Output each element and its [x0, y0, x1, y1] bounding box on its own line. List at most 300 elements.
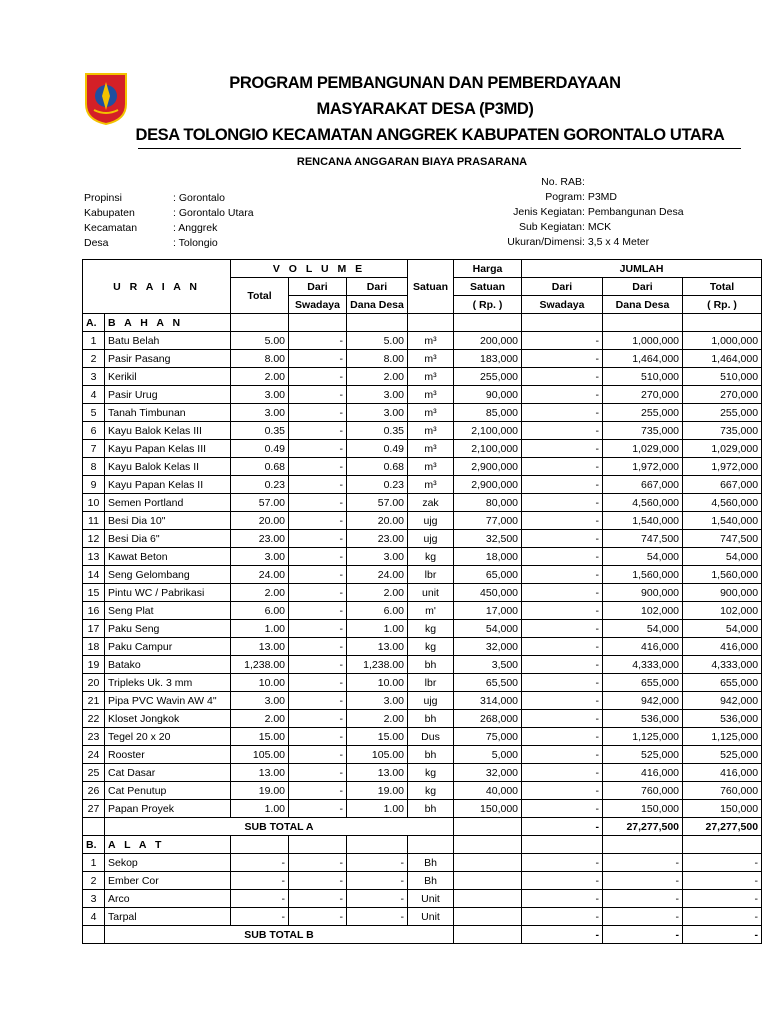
item-no: 13: [83, 548, 105, 566]
item-no: 14: [83, 566, 105, 584]
volume-swadaya: -: [289, 350, 347, 368]
meta-value: : Gorontalo: [173, 192, 225, 204]
amount-total: 900,000: [683, 584, 762, 602]
volume-swadaya: -: [289, 602, 347, 620]
volume-total: 23.00: [231, 530, 289, 548]
item-name: Kawat Beton: [105, 548, 231, 566]
col-uraian: U R A I A N: [83, 260, 231, 314]
table-row: [83, 386, 762, 404]
amount-swadaya: -: [522, 800, 603, 818]
unit: ujg: [408, 512, 454, 530]
volume-dana-desa: 3.00: [347, 548, 408, 566]
unit-price: 85,000: [454, 404, 522, 422]
volume-swadaya: -: [289, 548, 347, 566]
section-b-body: [83, 836, 762, 926]
col-dana-2: Dana Desa: [347, 296, 408, 314]
subtotal-total: 27,277,500: [683, 818, 762, 836]
volume-total: 6.00: [231, 602, 289, 620]
volume-swadaya: -: [289, 746, 347, 764]
amount-swadaya: -: [522, 746, 603, 764]
col-j-total-2: ( Rp. ): [683, 296, 762, 314]
volume-total: 10.00: [231, 674, 289, 692]
item-name: Tripleks Uk. 3 mm: [105, 674, 231, 692]
volume-total: 8.00: [231, 350, 289, 368]
unit: m³: [408, 476, 454, 494]
subtotal-dana-desa: 27,277,500: [603, 818, 683, 836]
amount-total: 4,333,000: [683, 656, 762, 674]
unit: Bh: [408, 872, 454, 890]
amount-dana-desa: 735,000: [603, 422, 683, 440]
amount-dana-desa: 150,000: [603, 800, 683, 818]
item-name: Tarpal: [105, 908, 231, 926]
unit: m³: [408, 458, 454, 476]
volume-dana-desa: 0.23: [347, 476, 408, 494]
unit-price: 2,900,000: [454, 458, 522, 476]
unit: m³: [408, 404, 454, 422]
unit-price: 450,000: [454, 584, 522, 602]
header-line-3: DESA TOLONGIO KECAMATAN ANGGREK KABUPATEN GORONTALO UTARA: [135, 126, 725, 144]
amount-total: 102,000: [683, 602, 762, 620]
item-no: 8: [83, 458, 105, 476]
volume-swadaya: -: [289, 728, 347, 746]
amount-swadaya: -: [522, 404, 603, 422]
unit-price: 80,000: [454, 494, 522, 512]
unit-price: 200,000: [454, 332, 522, 350]
volume-swadaya: -: [289, 512, 347, 530]
volume-swadaya: -: [289, 332, 347, 350]
table-row: [83, 548, 762, 566]
budget-table: [82, 259, 762, 944]
unit: unit: [408, 584, 454, 602]
item-name: Batu Belah: [105, 332, 231, 350]
item-no: 2: [83, 872, 105, 890]
section-title: B A H A N: [105, 314, 231, 332]
unit: kg: [408, 548, 454, 566]
volume-total: -: [231, 890, 289, 908]
amount-total: 667,000: [683, 476, 762, 494]
amount-swadaya: -: [522, 692, 603, 710]
item-name: Kloset Jongkok: [105, 710, 231, 728]
amount-swadaya: -: [522, 530, 603, 548]
amount-total: 416,000: [683, 638, 762, 656]
table-row: [83, 692, 762, 710]
col-j-total-1: Total: [683, 278, 762, 296]
amount-swadaya: -: [522, 566, 603, 584]
item-name: Kerikil: [105, 368, 231, 386]
volume-swadaya: -: [289, 368, 347, 386]
item-no: 1: [83, 854, 105, 872]
volume-swadaya: -: [289, 422, 347, 440]
volume-dana-desa: 24.00: [347, 566, 408, 584]
unit-price: 314,000: [454, 692, 522, 710]
amount-swadaya: -: [522, 728, 603, 746]
amount-dana-desa: 1,029,000: [603, 440, 683, 458]
amount-dana-desa: 102,000: [603, 602, 683, 620]
volume-dana-desa: 57.00: [347, 494, 408, 512]
amount-dana-desa: 942,000: [603, 692, 683, 710]
amount-total: 1,540,000: [683, 512, 762, 530]
unit: m³: [408, 422, 454, 440]
amount-total: 655,000: [683, 674, 762, 692]
amount-dana-desa: 667,000: [603, 476, 683, 494]
meta-value: : MCK: [582, 221, 612, 233]
unit-price: 2,900,000: [454, 476, 522, 494]
unit: m³: [408, 386, 454, 404]
amount-dana-desa: 54,000: [603, 548, 683, 566]
unit: ujg: [408, 692, 454, 710]
unit: m³: [408, 440, 454, 458]
unit-price: [454, 854, 522, 872]
unit: lbr: [408, 674, 454, 692]
unit-price: 3,500: [454, 656, 522, 674]
amount-total: 942,000: [683, 692, 762, 710]
volume-swadaya: -: [289, 710, 347, 728]
unit: Unit: [408, 908, 454, 926]
col-harga-3: ( Rp. ): [454, 296, 522, 314]
volume-dana-desa: 2.00: [347, 368, 408, 386]
table-row: [83, 620, 762, 638]
amount-dana-desa: 4,560,000: [603, 494, 683, 512]
unit-price: 65,000: [454, 566, 522, 584]
volume-dana-desa: 2.00: [347, 710, 408, 728]
col-swadaya-2: Swadaya: [289, 296, 347, 314]
volume-dana-desa: 3.00: [347, 404, 408, 422]
volume-dana-desa: 23.00: [347, 530, 408, 548]
col-j-dana-2: Dana Desa: [603, 296, 683, 314]
unit-price: 77,000: [454, 512, 522, 530]
unit: bh: [408, 800, 454, 818]
amount-dana-desa: 760,000: [603, 782, 683, 800]
volume-total: -: [231, 872, 289, 890]
unit: bh: [408, 746, 454, 764]
amount-dana-desa: -: [603, 890, 683, 908]
volume-swadaya: -: [289, 404, 347, 422]
col-total: Total: [231, 278, 289, 314]
volume-swadaya: -: [289, 764, 347, 782]
unit-price: 32,000: [454, 764, 522, 782]
volume-dana-desa: 13.00: [347, 638, 408, 656]
amount-swadaya: -: [522, 890, 603, 908]
amount-swadaya: -: [522, 620, 603, 638]
amount-total: 4,560,000: [683, 494, 762, 512]
item-name: Besi Dia 10": [105, 512, 231, 530]
unit-price: 17,000: [454, 602, 522, 620]
unit-price: 5,000: [454, 746, 522, 764]
amount-total: 1,029,000: [683, 440, 762, 458]
subtotal-swadaya: -: [522, 926, 603, 944]
volume-total: 13.00: [231, 638, 289, 656]
section-a-body: [83, 314, 762, 818]
table-row: [83, 800, 762, 818]
unit: Bh: [408, 854, 454, 872]
table-row: [83, 440, 762, 458]
amount-swadaya: -: [522, 548, 603, 566]
volume-dana-desa: -: [347, 872, 408, 890]
amount-dana-desa: 510,000: [603, 368, 683, 386]
unit: m': [408, 602, 454, 620]
unit: bh: [408, 656, 454, 674]
document-subtitle: RENCANA ANGGARAN BIAYA PRASARANA: [296, 156, 528, 168]
amount-swadaya: -: [522, 674, 603, 692]
volume-total: 0.35: [231, 422, 289, 440]
volume-dana-desa: 1.00: [347, 800, 408, 818]
amount-swadaya: -: [522, 710, 603, 728]
table-row: [83, 710, 762, 728]
unit: m³: [408, 332, 454, 350]
amount-total: 747,500: [683, 530, 762, 548]
table-row: [83, 908, 762, 926]
item-no: 15: [83, 584, 105, 602]
volume-swadaya: -: [289, 908, 347, 926]
amount-total: 270,000: [683, 386, 762, 404]
volume-swadaya: -: [289, 692, 347, 710]
volume-dana-desa: 13.00: [347, 764, 408, 782]
item-no: 1: [83, 332, 105, 350]
volume-swadaya: -: [289, 656, 347, 674]
volume-swadaya: -: [289, 800, 347, 818]
unit-price: 32,500: [454, 530, 522, 548]
volume-total: 2.00: [231, 584, 289, 602]
item-name: Kayu Papan Kelas III: [105, 440, 231, 458]
unit-price: 268,000: [454, 710, 522, 728]
volume-dana-desa: 10.00: [347, 674, 408, 692]
unit-price: 90,000: [454, 386, 522, 404]
unit-price: 150,000: [454, 800, 522, 818]
table-row: [83, 368, 762, 386]
volume-total: 20.00: [231, 512, 289, 530]
amount-dana-desa: -: [603, 854, 683, 872]
item-name: Seng Gelombang: [105, 566, 231, 584]
amount-swadaya: -: [522, 386, 603, 404]
unit: m³: [408, 368, 454, 386]
amount-swadaya: -: [522, 782, 603, 800]
volume-swadaya: -: [289, 854, 347, 872]
volume-dana-desa: 2.00: [347, 584, 408, 602]
amount-total: -: [683, 908, 762, 926]
amount-swadaya: -: [522, 440, 603, 458]
item-no: 4: [83, 908, 105, 926]
item-name: Tegel 20 x 20: [105, 728, 231, 746]
item-no: 23: [83, 728, 105, 746]
amount-dana-desa: 1,125,000: [603, 728, 683, 746]
volume-total: 15.00: [231, 728, 289, 746]
volume-swadaya: -: [289, 458, 347, 476]
item-name: Cat Penutup: [105, 782, 231, 800]
item-no: 10: [83, 494, 105, 512]
item-name: Arco: [105, 890, 231, 908]
item-no: 5: [83, 404, 105, 422]
meta-key: Ukuran/Dimensi: [507, 236, 582, 248]
volume-dana-desa: 3.00: [347, 692, 408, 710]
volume-swadaya: -: [289, 386, 347, 404]
amount-total: 54,000: [683, 620, 762, 638]
header-line-1: PROGRAM PEMBANGUNAN DAN PEMBERDAYAAN: [229, 74, 621, 92]
volume-swadaya: -: [289, 494, 347, 512]
volume-dana-desa: -: [347, 908, 408, 926]
volume-dana-desa: 15.00: [347, 728, 408, 746]
unit: bh: [408, 710, 454, 728]
section-letter: A.: [83, 314, 105, 332]
unit-price: 2,100,000: [454, 440, 522, 458]
volume-dana-desa: 0.49: [347, 440, 408, 458]
amount-total: 525,000: [683, 746, 762, 764]
meta-key: No. RAB: [541, 176, 582, 188]
volume-total: -: [231, 908, 289, 926]
item-no: 3: [83, 368, 105, 386]
item-name: Batako: [105, 656, 231, 674]
volume-swadaya: -: [289, 530, 347, 548]
amount-dana-desa: 270,000: [603, 386, 683, 404]
meta-key: Kabupaten: [84, 207, 135, 219]
amount-total: 150,000: [683, 800, 762, 818]
meta-value: : Gorontalo Utara: [173, 207, 254, 219]
amount-dana-desa: 525,000: [603, 746, 683, 764]
volume-total: -: [231, 854, 289, 872]
col-satuan: Satuan: [408, 260, 454, 314]
table-row: [83, 674, 762, 692]
table-row: [83, 512, 762, 530]
item-no: 3: [83, 890, 105, 908]
volume-swadaya: -: [289, 620, 347, 638]
amount-total: 54,000: [683, 548, 762, 566]
amount-total: 1,000,000: [683, 332, 762, 350]
volume-total: 57.00: [231, 494, 289, 512]
unit-price: [454, 890, 522, 908]
item-name: Besi Dia 6": [105, 530, 231, 548]
volume-dana-desa: -: [347, 890, 408, 908]
volume-total: 5.00: [231, 332, 289, 350]
col-j-dana-1: Dari: [603, 278, 683, 296]
meta-value: : Tolongio: [173, 237, 218, 249]
item-no: 6: [83, 422, 105, 440]
item-name: Semen Portland: [105, 494, 231, 512]
table-row: [83, 458, 762, 476]
amount-dana-desa: 536,000: [603, 710, 683, 728]
volume-total: 3.00: [231, 548, 289, 566]
unit-price: [454, 872, 522, 890]
volume-dana-desa: 6.00: [347, 602, 408, 620]
item-no: 22: [83, 710, 105, 728]
amount-swadaya: -: [522, 584, 603, 602]
unit: Unit: [408, 890, 454, 908]
item-no: 25: [83, 764, 105, 782]
item-name: Ember Cor: [105, 872, 231, 890]
item-no: 18: [83, 638, 105, 656]
volume-total: 105.00: [231, 746, 289, 764]
amount-swadaya: -: [522, 854, 603, 872]
item-name: Sekop: [105, 854, 231, 872]
amount-swadaya: -: [522, 494, 603, 512]
item-name: Rooster: [105, 746, 231, 764]
item-no: 4: [83, 386, 105, 404]
volume-swadaya: -: [289, 872, 347, 890]
table-row: [83, 854, 762, 872]
item-no: 12: [83, 530, 105, 548]
volume-swadaya: -: [289, 782, 347, 800]
meta-value: :: [582, 176, 585, 188]
amount-swadaya: -: [522, 368, 603, 386]
section-a-header: [83, 314, 762, 332]
unit: kg: [408, 620, 454, 638]
volume-total: 3.00: [231, 404, 289, 422]
amount-total: 1,464,000: [683, 350, 762, 368]
amount-dana-desa: 416,000: [603, 638, 683, 656]
col-jumlah: JUMLAH: [522, 260, 762, 278]
amount-dana-desa: 1,540,000: [603, 512, 683, 530]
item-no: 17: [83, 620, 105, 638]
item-name: Seng Plat: [105, 602, 231, 620]
header-line-2: MASYARAKAT DESA (P3MD): [316, 100, 534, 118]
table-row: [83, 476, 762, 494]
amount-total: 1,972,000: [683, 458, 762, 476]
volume-total: 0.49: [231, 440, 289, 458]
volume-total: 1.00: [231, 800, 289, 818]
amount-dana-desa: 416,000: [603, 764, 683, 782]
volume-dana-desa: 1.00: [347, 620, 408, 638]
volume-dana-desa: 0.68: [347, 458, 408, 476]
meta-value: : Pembangunan Desa: [582, 206, 684, 218]
section-b-header: [83, 836, 762, 854]
table-row: [83, 872, 762, 890]
table-row: [83, 638, 762, 656]
item-no: 19: [83, 656, 105, 674]
meta-key: Desa: [84, 237, 109, 249]
amount-dana-desa: -: [603, 908, 683, 926]
location-info: [84, 191, 254, 251]
col-harga-2: Satuan: [454, 278, 522, 296]
amount-swadaya: -: [522, 512, 603, 530]
item-name: Pasir Urug: [105, 386, 231, 404]
item-no: 9: [83, 476, 105, 494]
amount-total: 1,560,000: [683, 566, 762, 584]
unit-price: 54,000: [454, 620, 522, 638]
volume-dana-desa: 20.00: [347, 512, 408, 530]
amount-dana-desa: 747,500: [603, 530, 683, 548]
regency-emblem-icon: [82, 70, 130, 126]
volume-total: 19.00: [231, 782, 289, 800]
amount-swadaya: -: [522, 872, 603, 890]
item-no: 2: [83, 350, 105, 368]
unit-price: 255,000: [454, 368, 522, 386]
meta-value: : 3,5 x 4 Meter: [582, 236, 650, 248]
amount-dana-desa: -: [603, 872, 683, 890]
subtotal-b-row: [83, 926, 762, 944]
volume-total: 1,238.00: [231, 656, 289, 674]
subtotal-label: SUB TOTAL A: [105, 818, 454, 836]
unit-price: 65,500: [454, 674, 522, 692]
amount-swadaya: -: [522, 764, 603, 782]
meta-value: : P3MD: [582, 191, 618, 203]
amount-total: 536,000: [683, 710, 762, 728]
table-row: [83, 422, 762, 440]
item-no: 21: [83, 692, 105, 710]
item-no: 20: [83, 674, 105, 692]
item-name: Paku Seng: [105, 620, 231, 638]
volume-swadaya: -: [289, 566, 347, 584]
meta-key: Kecamatan: [84, 222, 138, 234]
unit: kg: [408, 782, 454, 800]
amount-swadaya: -: [522, 656, 603, 674]
amount-dana-desa: 54,000: [603, 620, 683, 638]
table-row: [83, 602, 762, 620]
item-name: Cat Dasar: [105, 764, 231, 782]
col-dana-1: Dari: [347, 278, 408, 296]
volume-dana-desa: 8.00: [347, 350, 408, 368]
amount-dana-desa: 1,000,000: [603, 332, 683, 350]
section-letter: B.: [83, 836, 105, 854]
amount-total: -: [683, 854, 762, 872]
table-row: [83, 746, 762, 764]
